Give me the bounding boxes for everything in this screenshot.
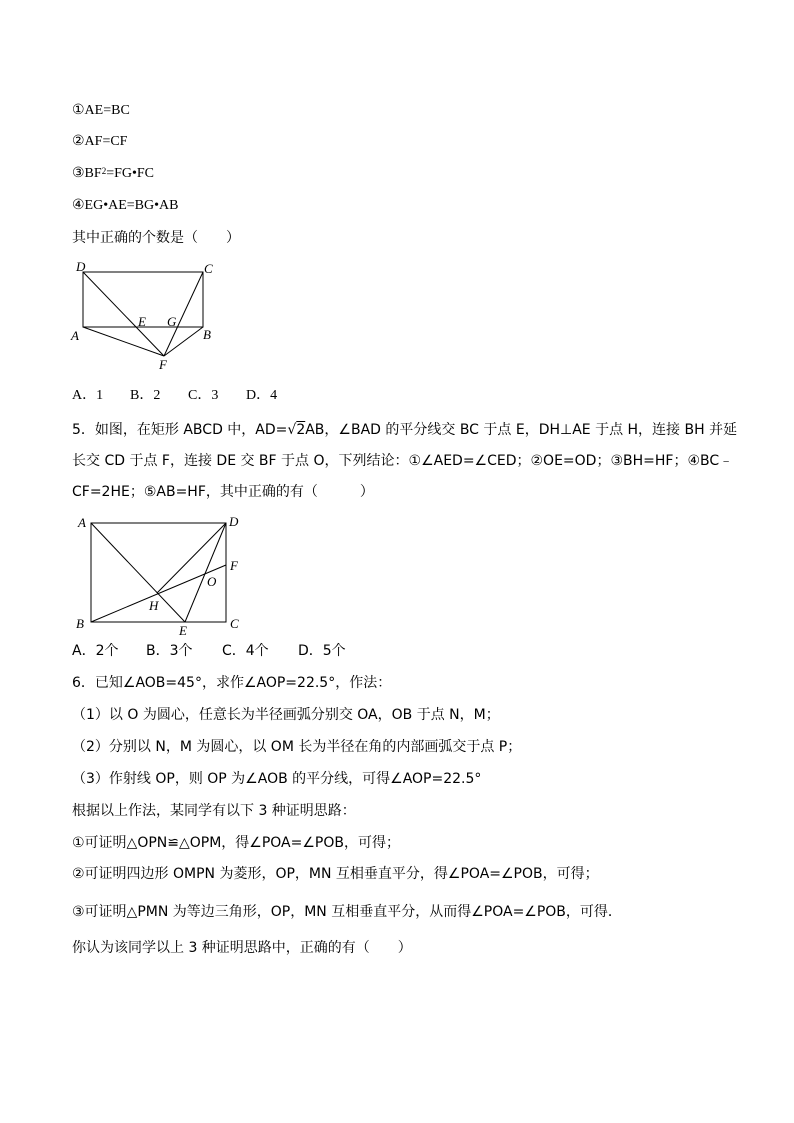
q6-step-2: （2）分别以 N，M 为圆心，以 OM 长为半径在角的内部画弧交于点 P； bbox=[72, 739, 522, 755]
q6-idea-1: ①可证明△OPN≌△OPM，得∠POA=∠POB，可得； bbox=[72, 835, 400, 851]
q4-label-E: E bbox=[138, 314, 146, 329]
q5-choice-c[interactable]: C．4个 bbox=[222, 643, 269, 659]
q5-label-O: O bbox=[207, 574, 217, 589]
q5-stem-line-1: 5．如图，在矩形 ABCD 中，AD=√2AB，∠BAD 的平分线交 BC 于点 E，DH⊥AE 于点 H，连接 BH 并延 bbox=[72, 422, 738, 438]
q4-label-G: G bbox=[167, 314, 177, 329]
q6-step-1: （1）以 O 为圆心，任意长为半径画弧分别交 OA，OB 于点 N，M； bbox=[72, 707, 500, 723]
q4-figure bbox=[68, 258, 228, 374]
q4-label-F: F bbox=[159, 357, 167, 372]
q4-prompt: 其中正确的个数是（ ） bbox=[72, 230, 240, 246]
sqrt-radical: √2 bbox=[287, 422, 306, 438]
q4-label-A: A bbox=[71, 328, 79, 343]
q6-lead: 根据以上作法，某同学有以下 3 种证明思路： bbox=[72, 803, 356, 819]
q6-idea-3: ③可证明△PMN 为等边三角形，OP，MN 互相垂直平分，从而得∠POA=∠POB，可得． bbox=[72, 904, 622, 920]
q5-label-E: E bbox=[179, 623, 187, 638]
q4-statement-4: ④EG•AE=BG•AB bbox=[72, 198, 179, 213]
q4-label-C: C bbox=[204, 261, 213, 276]
q5-figure bbox=[70, 510, 250, 640]
q6-step-3: （3）作射线 OP，则 OP 为∠AOB 的平分线，可得∠AOP=22.5° bbox=[72, 771, 482, 787]
q4-statement-2: ②AF=CF bbox=[72, 134, 128, 149]
q5-label-B: B bbox=[76, 616, 84, 631]
q5-stem-line-3: CF=2HE；⑤AB=HF，其中正确的有（ ） bbox=[72, 484, 374, 500]
q6-stem: 6．已知∠AOB=45°，求作∠AOP=22.5°，作法： bbox=[72, 675, 392, 691]
q6-idea-2: ②可证明四边形 OMPN 为菱形，OP，MN 互相垂直平分，得∠POA=∠POB，可得； bbox=[72, 866, 599, 882]
q4-choice-d[interactable]: D．4 bbox=[246, 388, 278, 403]
q5-choice-d[interactable]: D．5个 bbox=[298, 643, 346, 659]
q5-label-D: D bbox=[229, 514, 239, 529]
q5-label-C: C bbox=[230, 616, 239, 631]
q6-question: 你认为该同学以上 3 种证明思路中，正确的有（ ） bbox=[72, 940, 412, 956]
q5-label-A: A bbox=[78, 515, 86, 530]
q5-label-H: H bbox=[149, 598, 159, 613]
q4-choice-a[interactable]: A．1 bbox=[72, 388, 104, 403]
q4-statement-1: ①AE=BC bbox=[72, 103, 130, 118]
q4-statement-3: $③BF^2=FG•FC$ bbox=[72, 166, 155, 181]
q5-stem-line-2: 长交 CD 于点 F，连接 DE 交 BF 于点 O，下列结论：①∠AED=∠CED；②OE=OD；③BH=HF；④BC﹣ bbox=[72, 453, 734, 469]
q4-choice-b[interactable]: B．2 bbox=[130, 388, 161, 403]
q4-choice-c[interactable]: C．3 bbox=[188, 388, 219, 403]
q5-choice-a[interactable]: A．2个 bbox=[72, 643, 119, 659]
q5-label-F: F bbox=[230, 558, 238, 573]
q4-label-B: B bbox=[203, 327, 211, 342]
q5-choice-b[interactable]: B．3个 bbox=[146, 643, 193, 659]
q4-label-D: D bbox=[76, 259, 86, 274]
